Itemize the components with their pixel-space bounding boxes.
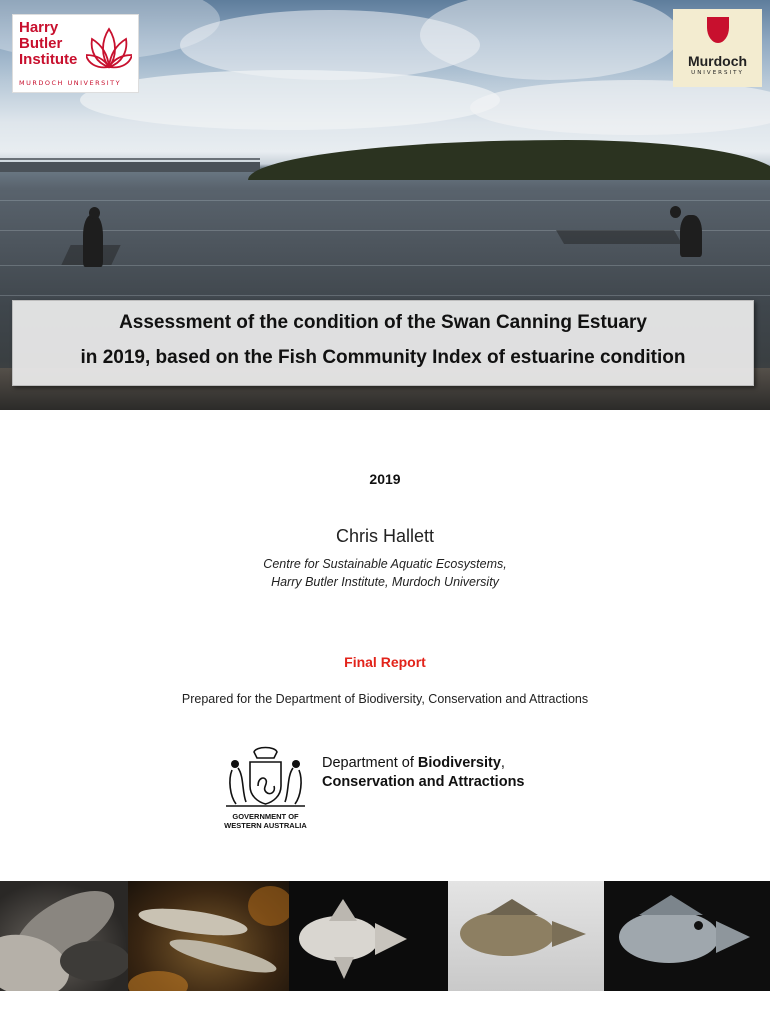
dbca-name-comma: , — [500, 755, 505, 771]
fish-photo-3 — [289, 881, 448, 991]
murdoch-logo-name: Murdoch — [687, 53, 748, 69]
murdoch-crest-icon — [707, 17, 729, 43]
dbca-logo — [218, 740, 558, 832]
dbca-name-biodiversity: Biodiversity — [417, 755, 501, 771]
dbca-name-conservation: Conservation and Attractions — [322, 774, 525, 790]
fish-photo-2 — [128, 881, 289, 991]
wa-coat-of-arms-icon — [218, 740, 313, 812]
dbca-name-prefix: Department of — [322, 755, 418, 771]
dbca-department-name — [322, 754, 525, 792]
fisher-right — [680, 215, 702, 257]
report-type: Final Report — [344, 654, 426, 670]
fish-photo-5 — [604, 881, 770, 991]
lotus-flower-icon — [86, 23, 132, 73]
fish-photo-1 — [0, 881, 128, 991]
island — [248, 140, 770, 180]
report-title-line1: Assessment of the condition of the Swan Canning Estuary — [119, 312, 647, 333]
dbca-government-text: GOVERNMENT OF WESTERN AUSTRALIA — [224, 812, 307, 830]
hbi-logo-university: MURDOCH UNIVERSITY — [19, 79, 122, 87]
prepared-for: Prepared for the Department of Biodiversity, Conservation and Attractions — [181, 692, 589, 706]
report-title-box — [12, 300, 754, 386]
harry-butler-institute-logo — [12, 14, 139, 93]
report-title-line2: in 2019, based on the Fish Community Index of estuarine condition — [80, 347, 686, 368]
author-name: Chris Hallett — [335, 526, 435, 546]
fish-photo-4 — [448, 881, 604, 991]
affiliation-line2: Harry Butler Institute, Murdoch University — [271, 575, 499, 589]
bridge — [0, 162, 260, 172]
affiliation-line1: Centre for Sustainable Aquatic Ecosystems, — [263, 557, 507, 571]
murdoch-logo-university: UNIVERSITY — [691, 70, 744, 76]
murdoch-university-logo — [673, 9, 762, 87]
hbi-logo-name: Harry Butler Institute — [19, 19, 78, 68]
fish-photo-strip — [0, 881, 770, 991]
report-year: 2019 — [369, 471, 401, 487]
